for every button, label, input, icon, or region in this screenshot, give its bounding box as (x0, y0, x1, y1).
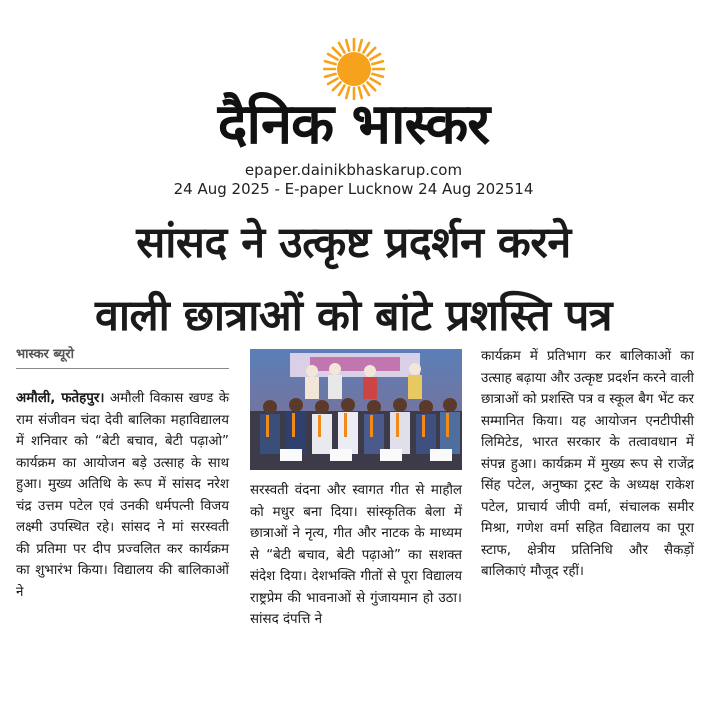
sun-ray (359, 40, 362, 51)
sun-ray (370, 54, 380, 60)
sun-logo-icon (323, 38, 385, 100)
sun-ray (370, 79, 380, 85)
sun-ray (346, 40, 349, 51)
headline-line-2: वाली छात्राओं को बांटे प्रशस्ति पत्र (94, 291, 613, 341)
sun-ray (367, 82, 375, 90)
sun-ray (367, 48, 375, 56)
sun-ray (339, 43, 345, 53)
news-photo (250, 349, 462, 470)
edition-dateline: 24 Aug 2025 - E-paper Lucknow 24 Aug 202514 (173, 180, 534, 198)
sun-ray (372, 74, 383, 77)
sun-ray (325, 74, 336, 77)
newspaper-masthead: दैनिक भास्कर (217, 92, 490, 157)
article-column-3: कार्यक्रम में प्रतिभाग कर बालिकाओं का उत्साह बढ़ाया और उत्कृष्ट प्रदर्शन करने वाली छात्राओं को प्रशस्ति पत्र व स्कूल बैग भेंट कर सम्मानित किया। यह आयोजन एनटीपीसी लिमिटेड, भारत सरकार के तत्वावधान में संपन्न हुआ। कार्यक्रम में मुख्य रूप से राजेंद्र सिंह पटेल, अनुष्का ट्रस्ट के अध्यक्ष राकेश पटेल, प्राचार्य जीपी वर्मा, संचालक समीर मिश्रा, गणेश वर्मा सहित विद्यालय का पूरा स्टाफ, क्षेत्रीय प्रतिनिधि और सैकड़ों बालिकाएं मौजूद रहीं। (481, 349, 694, 579)
sun-ray (333, 48, 341, 56)
sun-ray (364, 43, 370, 53)
sun-ray (372, 61, 383, 64)
article-column-2: सरस्वती वंदना और स्वागत गीत से माहौल को मधुर बना दिया। सांस्कृतिक बेला में छात्राओं ने नृत्य, गीत और नाटक के माध्यम से “बेटी बचाव, बेटी पढ़ाओ” का सशक्त संदेश दिया। देशभक्ति गीतों से पूरा विद्यालय राष्ट्रप्रेम की भावनाओं से गुंजायमान हो उठा। सांसद दंपत्ति ने (250, 483, 462, 627)
sun-ray (328, 54, 338, 60)
sun-ray (325, 61, 336, 64)
epaper-website: epaper.dainikbhaskarup.com (244, 161, 463, 179)
sun-ray (328, 79, 338, 85)
article-dateline: अमौली, फतेहपुर। (16, 391, 105, 406)
headline-line-1: सांसद ने उत्कृष्ट प्रदर्शन करने (136, 218, 571, 268)
byline: भास्कर ब्यूरो (16, 346, 229, 369)
article-column-1-text: अमौली विकास खण्ड के राम संजीवन चंदा देवी बालिका महाविद्यालय में शनिवार को “बेटी बचाव, बेटी पढ़ाओ” कार्यक्रम का आयोजन बड़े उत्साह के साथ हुआ। मुख्य अतिथि के रूप में सांसद नरेश चंद्र उत्तम पटेल एवं उनकी धर्मपत्नी विजय लक्ष्मी उपस्थित रहे। सांसद ने मां सरस्वती की प्रतिमा पर दीप प्रज्वलित कर कार्यक्रम का शुभारंभ किया। विद्यालय की बालिकाओं ने (16, 391, 229, 600)
sun-ray (333, 82, 341, 90)
article-column-1 (16, 388, 229, 603)
